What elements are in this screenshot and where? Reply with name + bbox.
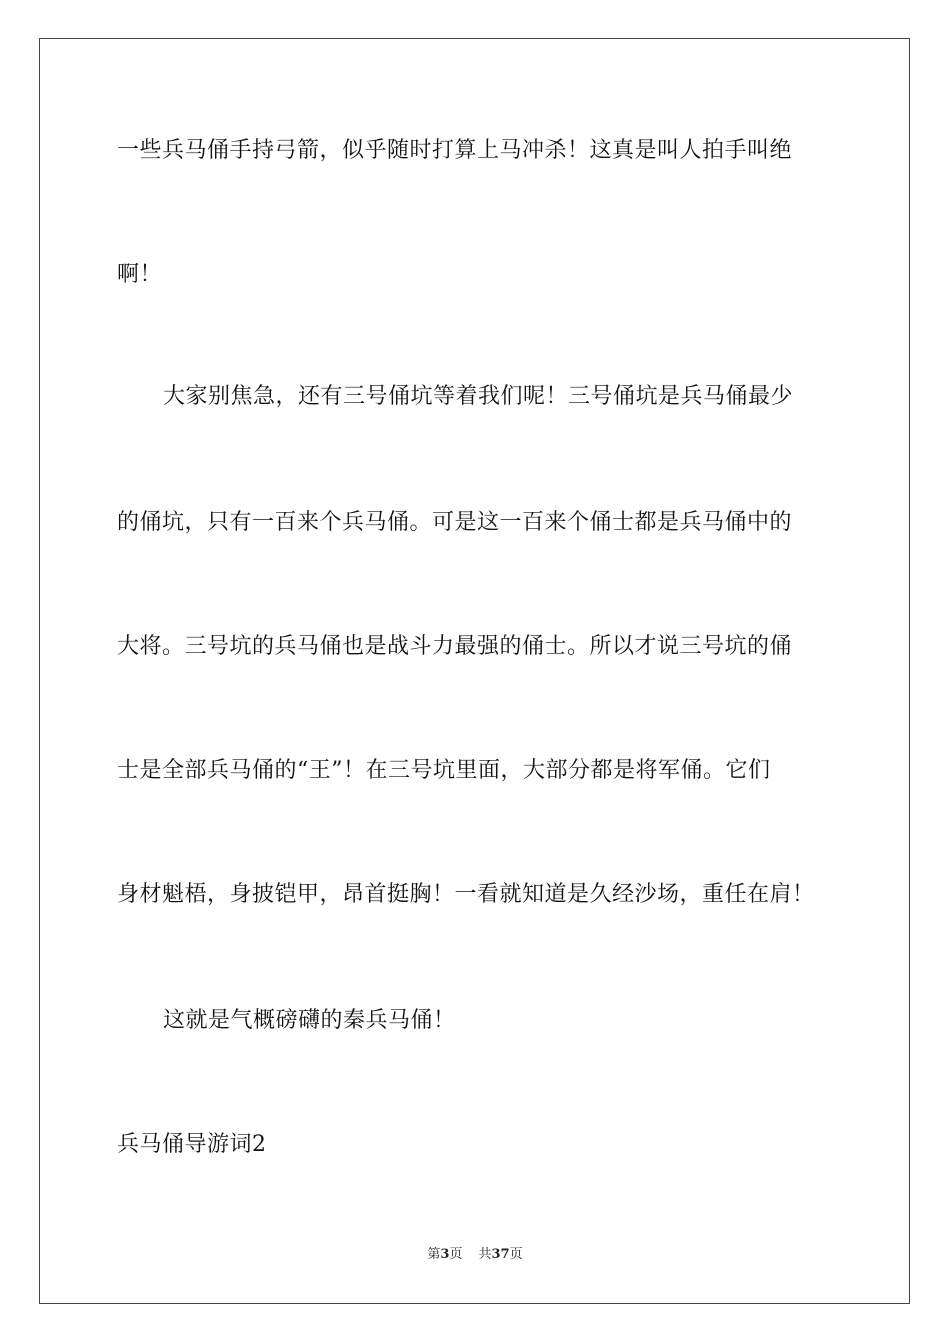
text-line-4: 的俑坑，只有一百来个兵马俑。可是这一百来个俑士都是兵马俑中的 [117, 510, 793, 535]
text-line-6: 士是全部兵马俑的“王”！在三号坑里面，大部分都是将军俑。它们 [117, 758, 771, 783]
text-line-7: 身材魁梧，身披铠甲，昂首挺胸！一看就知道是久经沙场，重任在肩！ [117, 882, 815, 907]
page-prefix: 第 [427, 1247, 441, 1262]
text-line-3: 大家别焦急，还有三号俑坑等着我们呢！三号俑坑是兵马俑最少 [163, 384, 794, 409]
page-number: 3 [440, 1247, 450, 1262]
text-line-8: 这就是气概磅礴的秦兵马俑！ [163, 1008, 456, 1033]
page-border [39, 38, 910, 1304]
text-line-2: 啊！ [117, 262, 163, 287]
page-footer [0, 1246, 950, 1264]
total-pages: 37 [491, 1247, 510, 1262]
text-line-1: 一些兵马俑手持弓箭，似乎随时打算上马冲杀！这真是叫人拍手叫绝 [117, 138, 793, 163]
total-prefix: 共 [478, 1247, 492, 1262]
text-line-5: 大将。三号坑的兵马俑也是战斗力最强的俑士。所以才说三号坑的俑 [117, 634, 793, 659]
section-heading: 兵马俑导游词2 [117, 1132, 267, 1157]
total-suffix: 页 [509, 1247, 523, 1262]
page-suffix: 页 [449, 1247, 463, 1262]
